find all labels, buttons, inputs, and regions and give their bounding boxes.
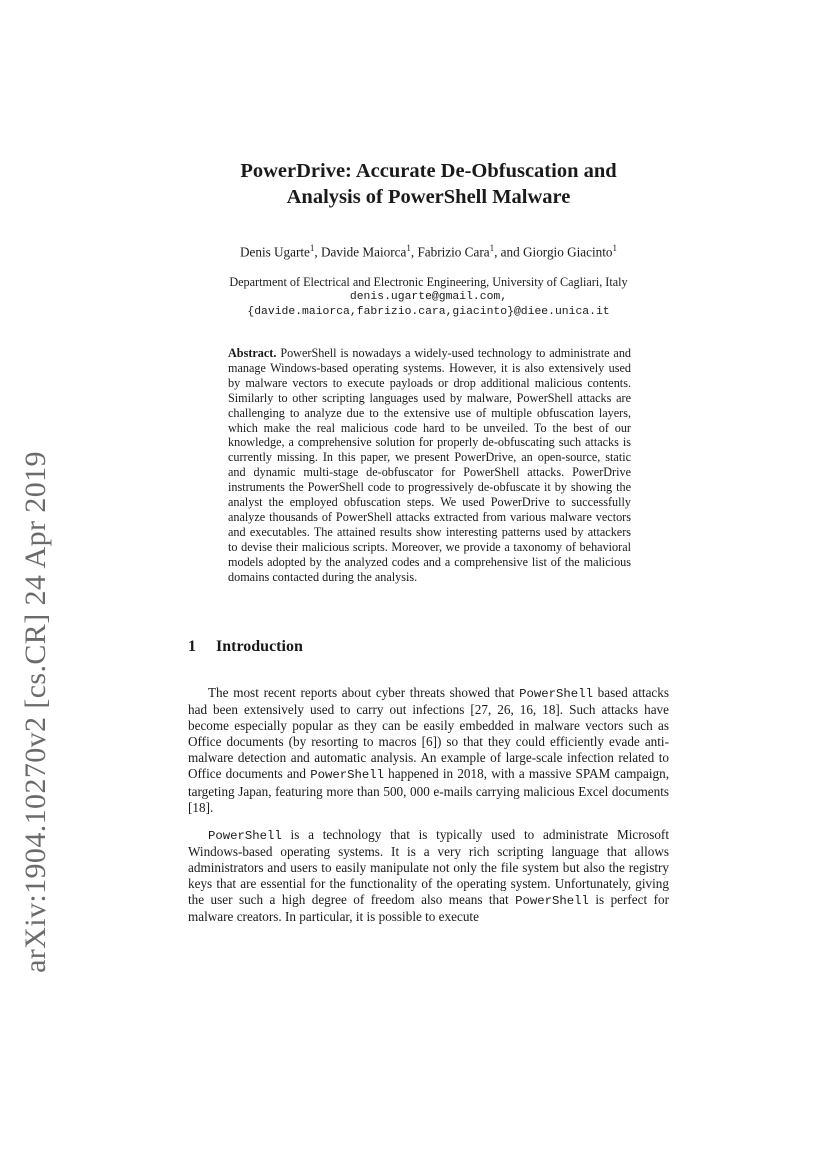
- author-affiliation-mark: 1: [612, 243, 618, 253]
- inline-code: PowerShell: [515, 894, 589, 909]
- abstract-text: PowerShell is nowadays a widely-used technology to administrate and manage Windows-based operating systems. However, it is also extensively used by malware vectors to execute payloads or drop additional malicious contents. Similarly to other scripting languages used by malware, PowerShell attacks are challenging to analyze due to the extensive use of multiple obfuscation layers, which make the real malicious code hard to be unveiled. To the best of our knowledge, a comprehensive solution for properly de-obfuscating such attacks is currently missing. In this paper, we present PowerDrive, an open-source, static and dynamic multi-stage de-obfuscator for PowerShell attacks. PowerDrive instruments the PowerShell code to progressively de-obfuscate it by showing the analyst the employed obfuscation steps. We used PowerDrive to successfully analyze thousands of PowerShell attacks extracted from various malware vectors and executables. The attained results show interesting patterns used by attackers to devise their malicious scripts. Moreover, we provide a taxonomy of behavioral models adopted by the analyzed codes and a comprehensive list of the malicious domains contacted during the analysis.: [228, 346, 632, 584]
- title-line-1: PowerDrive: Accurate De-Obfuscation and: [240, 160, 617, 182]
- department-line: Department of Electrical and Electronic Engineering, University of Cagliari, Italy: [229, 275, 628, 289]
- author-separator: ,: [410, 244, 418, 260]
- abstract-label: Abstract.: [228, 346, 277, 360]
- author-list: [188, 243, 669, 260]
- paragraph-text: happened in 2018, with a massive SPAM campaign, targeting Japan, featuring more than 500, 000 e-mails carrying malicious Excel documents [18].: [188, 766, 669, 815]
- author-separator: ,: [314, 244, 322, 260]
- section-number: 1: [188, 638, 196, 655]
- inline-code: PowerShell: [310, 768, 384, 783]
- inline-code: PowerShell: [519, 687, 593, 701]
- body-paragraph-1: [188, 685, 669, 816]
- affiliation-block: [188, 275, 669, 320]
- paper-title: [188, 158, 669, 210]
- author-name: Fabrizio Cara: [417, 244, 490, 260]
- abstract: [228, 346, 631, 585]
- author-name: Davide Maiorca: [321, 244, 407, 260]
- title-line-2: Analysis of PowerShell Malware: [286, 186, 571, 208]
- paragraph-text: The most recent reports about cyber threats showed that: [208, 685, 520, 700]
- email-line-1: denis.ugarte@gmail.com,: [349, 291, 508, 303]
- section-heading: [188, 638, 303, 656]
- author-name: Giorgio Giacinto: [523, 244, 613, 260]
- inline-code: PowerShell: [208, 829, 282, 843]
- author-affiliation-mark: 1: [406, 243, 411, 253]
- paragraph-text: based attacks had been extensively used to carry out infections [27, 26, 16, 18]. Such attacks have become especially popular as they can be easily embedded in malware vectors such as Office documents (by resorting to macros [6]) so that they could efficiently evade anti-malware detection and automatic analysis. An example of large-scale infection related to Office documents and: [188, 685, 670, 782]
- body-paragraph-2: [188, 827, 669, 926]
- author-name: Denis Ugarte: [239, 244, 310, 260]
- author-affiliation-mark: 1: [489, 243, 495, 253]
- author-affiliation-mark: 1: [309, 243, 315, 253]
- email-line-2: {davide.maiorca,fabrizio.cara,giacinto}@diee.unica.it: [247, 306, 610, 318]
- author-separator: , and: [494, 244, 524, 260]
- section-title: Introduction: [216, 638, 303, 655]
- paragraph-text: is a technology that is typically used to administrate Microsoft Windows-based operating systems. It is a very rich scripting language that allows administrators and users to easily manipulate not only the file system but also the registry keys that are essential for the functionality of the operating system. Unfortunately, giving the user such a high degree of freedom also means that: [188, 827, 669, 908]
- arxiv-identifier: arXiv:1904.10270v2 [cs.CR] 24 Apr 2019: [19, 451, 52, 973]
- paragraph-text: is perfect for malware creators. In particular, it is possible to execute: [188, 892, 669, 925]
